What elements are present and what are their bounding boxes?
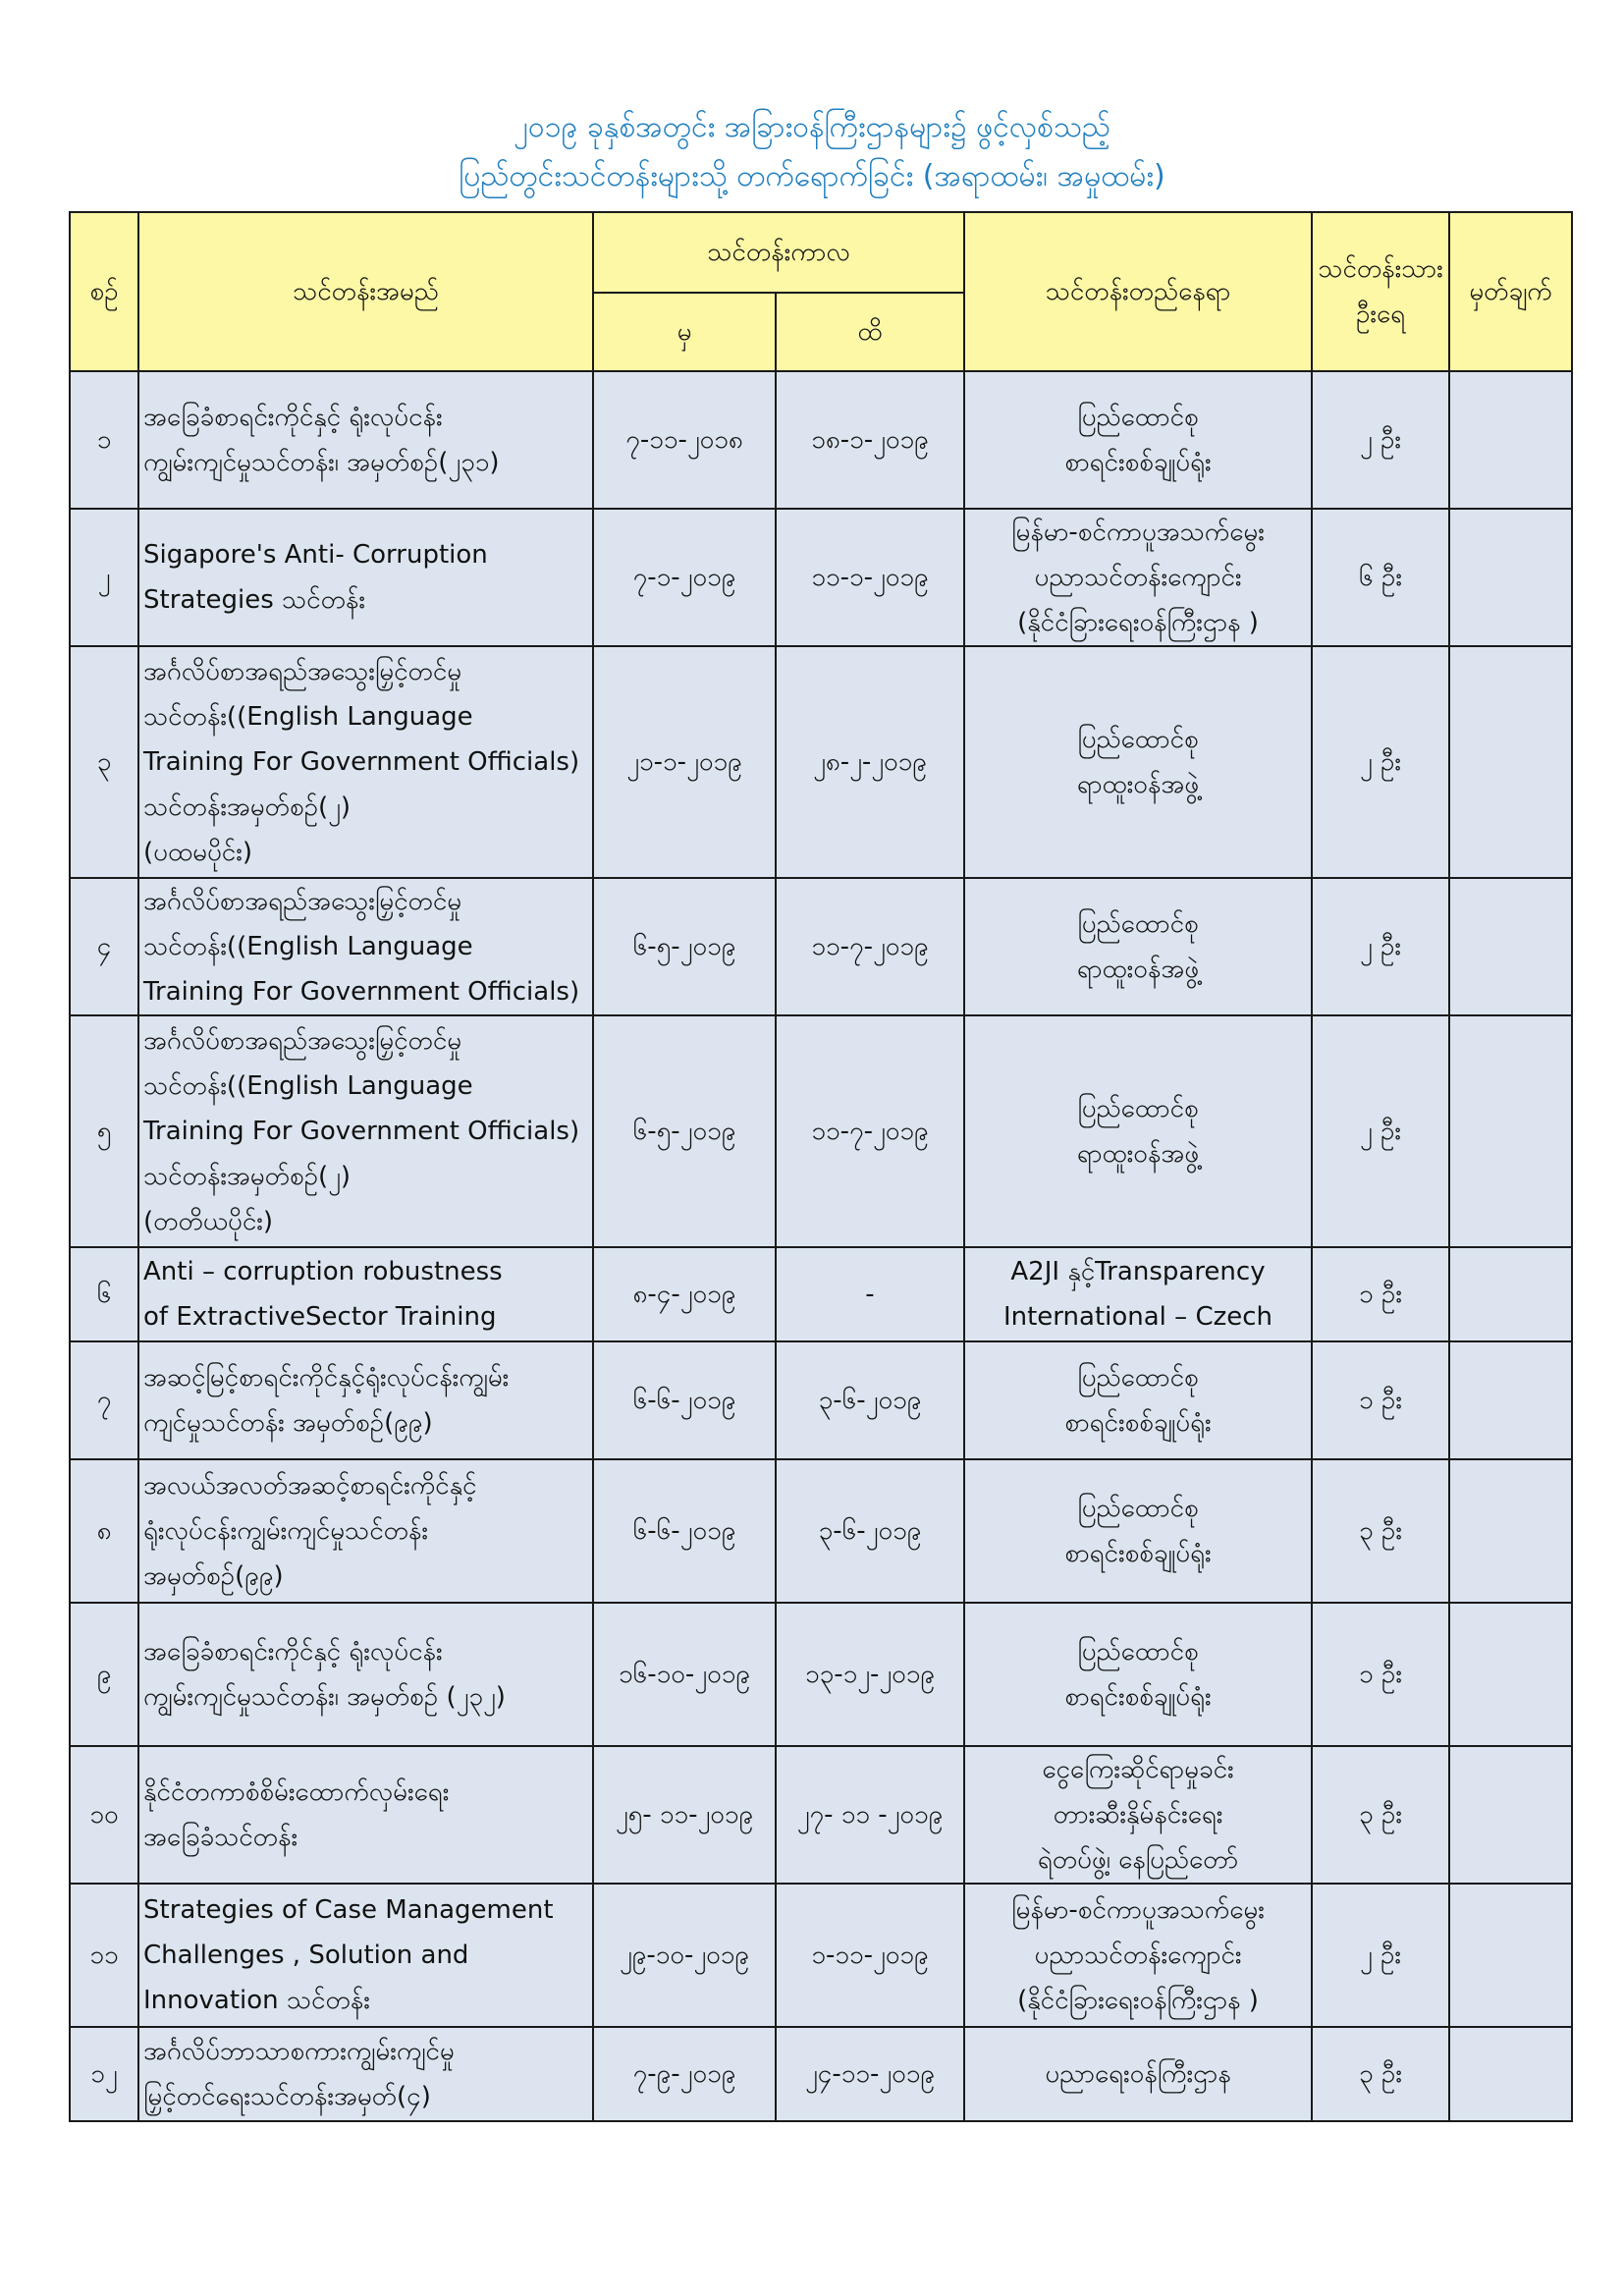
start-date-cell: ၂၉-၁၀-၂၀၁၉ <box>593 1884 776 2027</box>
document-title-line2: ပြည်တွင်းသင်တန်းများသို့ တက်ရောက်ခြင်း (အရာထမ်း၊ အမှုထမ်း) <box>459 159 1165 193</box>
end-date-cell: ၂၈-၂-၂၀၁၉ <box>776 646 964 878</box>
course-name-cell: အခြေခံစာရင်းကိုင်နှင့် ရုံးလုပ်ငန်း ကျွမ်းကျင်မှုသင်တန်း၊ အမှတ်စဉ် (၂၃၂) <box>138 1603 593 1746</box>
remark-cell <box>1449 2027 1572 2121</box>
row-number-cell: ၈ <box>70 1459 138 1603</box>
row-number-cell: ၆ <box>70 1247 138 1341</box>
trainee-count-cell: ၂ ဦး <box>1312 1015 1449 1247</box>
header-name: သင်တန်းအမည် <box>138 212 593 371</box>
end-date-cell: ၁-၁၁-၂၀၁၉ <box>776 1884 964 2027</box>
trainee-count-cell: ၆ ဦး <box>1312 509 1449 646</box>
course-location-cell: ပြည်ထောင်စု စာရင်းစစ်ချုပ်ရုံး <box>964 1341 1312 1459</box>
row-number-cell: ၁ <box>70 371 138 509</box>
row-number-cell: ၁၁ <box>70 1884 138 2027</box>
end-date-cell: ၁၃-၁၂-၂၀၁၉ <box>776 1603 964 1746</box>
table-row <box>70 371 1572 509</box>
start-date-cell: ၆-၆-၂၀၁၉ <box>593 1459 776 1603</box>
end-date-cell: ၁၁-၇-၂၀၁၉ <box>776 878 964 1015</box>
end-date-cell: - <box>776 1247 964 1341</box>
table-row <box>70 509 1572 646</box>
end-date-cell: ၂၄-၁၁-၂၀၁၉ <box>776 2027 964 2121</box>
course-name-cell: အဆင့်မြင့်စာရင်းကိုင်နှင့်ရုံးလုပ်ငန်းကျွမ်း ကျင်မှုသင်တန်း အမှတ်စဉ်(၉၉) <box>138 1341 593 1459</box>
course-location-cell: ပညာရေးဝန်ကြီးဌာန <box>964 2027 1312 2121</box>
header-period: သင်တန်းကာလ <box>593 212 964 293</box>
start-date-cell: ၆-၅-၂၀၁၉ <box>593 1015 776 1247</box>
table-header <box>70 212 1572 371</box>
course-location-cell: ပြည်ထောင်စု စာရင်းစစ်ချုပ်ရုံး <box>964 1459 1312 1603</box>
row-number-cell: ၃ <box>70 646 138 878</box>
remark-cell <box>1449 1341 1572 1459</box>
remark-cell <box>1449 1746 1572 1884</box>
course-name-cell: အလယ်အလတ်အဆင့်စာရင်းကိုင်နှင့် ရုံးလုပ်ငန်းကျွမ်းကျင်မှုသင်တန်း အမှတ်စဉ်(၉၉) <box>138 1459 593 1603</box>
table-row <box>70 1746 1572 1884</box>
row-number-cell: ၁၂ <box>70 2027 138 2121</box>
table-row <box>70 1341 1572 1459</box>
table-row <box>70 1247 1572 1341</box>
trainee-count-cell: ၁ ဦး <box>1312 1341 1449 1459</box>
trainee-count-cell: ၂ ဦး <box>1312 878 1449 1015</box>
course-location-cell: ငွေကြေးဆိုင်ရာမှုခင်း တားဆီးနှိမ်နင်းရေး ရဲတပ်ဖွဲ့၊ နေပြည်တော် <box>964 1746 1312 1884</box>
course-name-cell: Sigapore's Anti- Corruption Strategies သင်တန်း <box>138 509 593 646</box>
start-date-cell: ၁၆-၁၀-၂၀၁၉ <box>593 1603 776 1746</box>
course-location-cell: ပြည်ထောင်စု ရာထူးဝန်အဖွဲ့ <box>964 878 1312 1015</box>
start-date-cell: ၂၁-၁-၂၀၁၉ <box>593 646 776 878</box>
header-to: ထိ <box>776 293 964 371</box>
remark-cell <box>1449 1884 1572 2027</box>
document-title-line1: ၂၀၁၉ ခုနှစ်အတွင်း အခြားဝန်ကြီးဌာနများ၌ ဖွင့်လှစ်သည့် <box>514 110 1110 144</box>
remark-cell <box>1449 1015 1572 1247</box>
end-date-cell: ၁၁-၁-၂၀၁၉ <box>776 509 964 646</box>
table-row <box>70 1015 1572 1247</box>
course-location-cell: မြန်မာ-စင်ကာပူအသက်မွေး ပညာသင်တန်းကျောင်း (နိုင်ငံခြားရေးဝန်ကြီးဌာန ) <box>964 1884 1312 2027</box>
course-name-cell: အခြေခံစာရင်းကိုင်နှင့် ရုံးလုပ်ငန်း ကျွမ်းကျင်မှုသင်တန်း၊ အမှတ်စဉ်(၂၃၁) <box>138 371 593 509</box>
trainee-count-cell: ၂ ဦး <box>1312 646 1449 878</box>
start-date-cell: ၂၅- ၁၁-၂၀၁၉ <box>593 1746 776 1884</box>
header-remark: မှတ်ချက် <box>1449 212 1572 371</box>
table-row <box>70 1603 1572 1746</box>
row-number-cell: ၄ <box>70 878 138 1015</box>
remark-cell <box>1449 509 1572 646</box>
start-date-cell: ၇-၁၁-၂၀၁၈ <box>593 371 776 509</box>
row-number-cell: ၂ <box>70 509 138 646</box>
start-date-cell: ၇-၁-၂၀၁၉ <box>593 509 776 646</box>
start-date-cell: ၆-၆-၂၀၁၉ <box>593 1341 776 1459</box>
trainee-count-cell: ၁ ဦး <box>1312 1603 1449 1746</box>
course-name-cell: အင်္ဂလိပ်ဘာသာစကားကျွမ်းကျင်မှု မြှင့်တင်ရေးသင်တန်းအမှတ်(၄) <box>138 2027 593 2121</box>
course-location-cell: A2JI နှင့်Transparency International – Czech <box>964 1247 1312 1341</box>
course-location-cell: မြန်မာ-စင်ကာပူအသက်မွေး ပညာသင်တန်းကျောင်း (နိုင်ငံခြားရေးဝန်ကြီးဌာန ) <box>964 509 1312 646</box>
course-name-cell: အင်္ဂလိပ်စာအရည်အသွေးမြှင့်တင်မှု သင်တန်း((English Language Training For Government Officials) <box>138 878 593 1015</box>
end-date-cell: ၂၇- ၁၁ -၂၀၁၉ <box>776 1746 964 1884</box>
end-date-cell: ၃-၆-၂၀၁၉ <box>776 1341 964 1459</box>
header-no: စဉ် <box>70 212 138 371</box>
table-row <box>70 2027 1572 2121</box>
course-location-cell: ပြည်ထောင်စု စာရင်းစစ်ချုပ်ရုံး <box>964 1603 1312 1746</box>
course-name-cell: အင်္ဂလိပ်စာအရည်အသွေးမြှင့်တင်မှု သင်တန်း((English Language Training For Government Officials) သင်တန်းအမှတ်စဉ်(၂) (တတိယပိုင်း) <box>138 1015 593 1247</box>
row-number-cell: ၁၀ <box>70 1746 138 1884</box>
remark-cell <box>1449 371 1572 509</box>
table-row <box>70 878 1572 1015</box>
row-number-cell: ၅ <box>70 1015 138 1247</box>
course-location-cell: ပြည်ထောင်စု ရာထူးဝန်အဖွဲ့ <box>964 1015 1312 1247</box>
remark-cell <box>1449 1459 1572 1603</box>
header-from: မှ <box>593 293 776 371</box>
course-location-cell: ပြည်ထောင်စု ရာထူးဝန်အဖွဲ့ <box>964 646 1312 878</box>
table-body <box>70 371 1572 2121</box>
course-location-cell: ပြည်ထောင်စု စာရင်းစစ်ချုပ်ရုံး <box>964 371 1312 509</box>
remark-cell <box>1449 1247 1572 1341</box>
trainee-count-cell: ၃ ဦး <box>1312 2027 1449 2121</box>
training-table <box>69 211 1573 2122</box>
start-date-cell: ၇-၉-၂၀၁၉ <box>593 2027 776 2121</box>
trainee-count-cell: ၃ ဦး <box>1312 1746 1449 1884</box>
remark-cell <box>1449 878 1572 1015</box>
trainee-count-cell: ၂ ဦး <box>1312 1884 1449 2027</box>
course-name-cell: နိုင်ငံတကာစံစိမ်းထောက်လှမ်းရေး အခြေခံသင်တန်း <box>138 1746 593 1884</box>
trainee-count-cell: ၂ ဦး <box>1312 371 1449 509</box>
row-number-cell: ၇ <box>70 1341 138 1459</box>
header-count: သင်တန်းသား ဦးရေ <box>1312 212 1449 371</box>
start-date-cell: ၆-၅-၂၀၁၉ <box>593 878 776 1015</box>
table-row <box>70 1459 1572 1603</box>
course-name-cell: Strategies of Case Management Challenges , Solution and Innovation သင်တန်း <box>138 1884 593 2027</box>
table-row <box>70 1884 1572 2027</box>
start-date-cell: ၈-၄-၂၀၁၉ <box>593 1247 776 1341</box>
end-date-cell: ၁၁-၇-၂၀၁၉ <box>776 1015 964 1247</box>
trainee-count-cell: ၁ ဦး <box>1312 1247 1449 1341</box>
end-date-cell: ၁၈-၁-၂၀၁၉ <box>776 371 964 509</box>
table-row <box>70 646 1572 878</box>
remark-cell <box>1449 646 1572 878</box>
trainee-count-cell: ၃ ဦး <box>1312 1459 1449 1603</box>
remark-cell <box>1449 1603 1572 1746</box>
course-name-cell: Anti – corruption robustness of ExtractiveSector Training <box>138 1247 593 1341</box>
end-date-cell: ၃-၆-၂၀၁၉ <box>776 1459 964 1603</box>
row-number-cell: ၉ <box>70 1603 138 1746</box>
course-name-cell: အင်္ဂလိပ်စာအရည်အသွေးမြှင့်တင်မှု သင်တန်း((English Language Training For Government Officials) သင်တန်းအမှတ်စဉ်(၂) (ပထမပိုင်း) <box>138 646 593 878</box>
header-place: သင်တန်းတည်နေရာ <box>964 212 1312 371</box>
